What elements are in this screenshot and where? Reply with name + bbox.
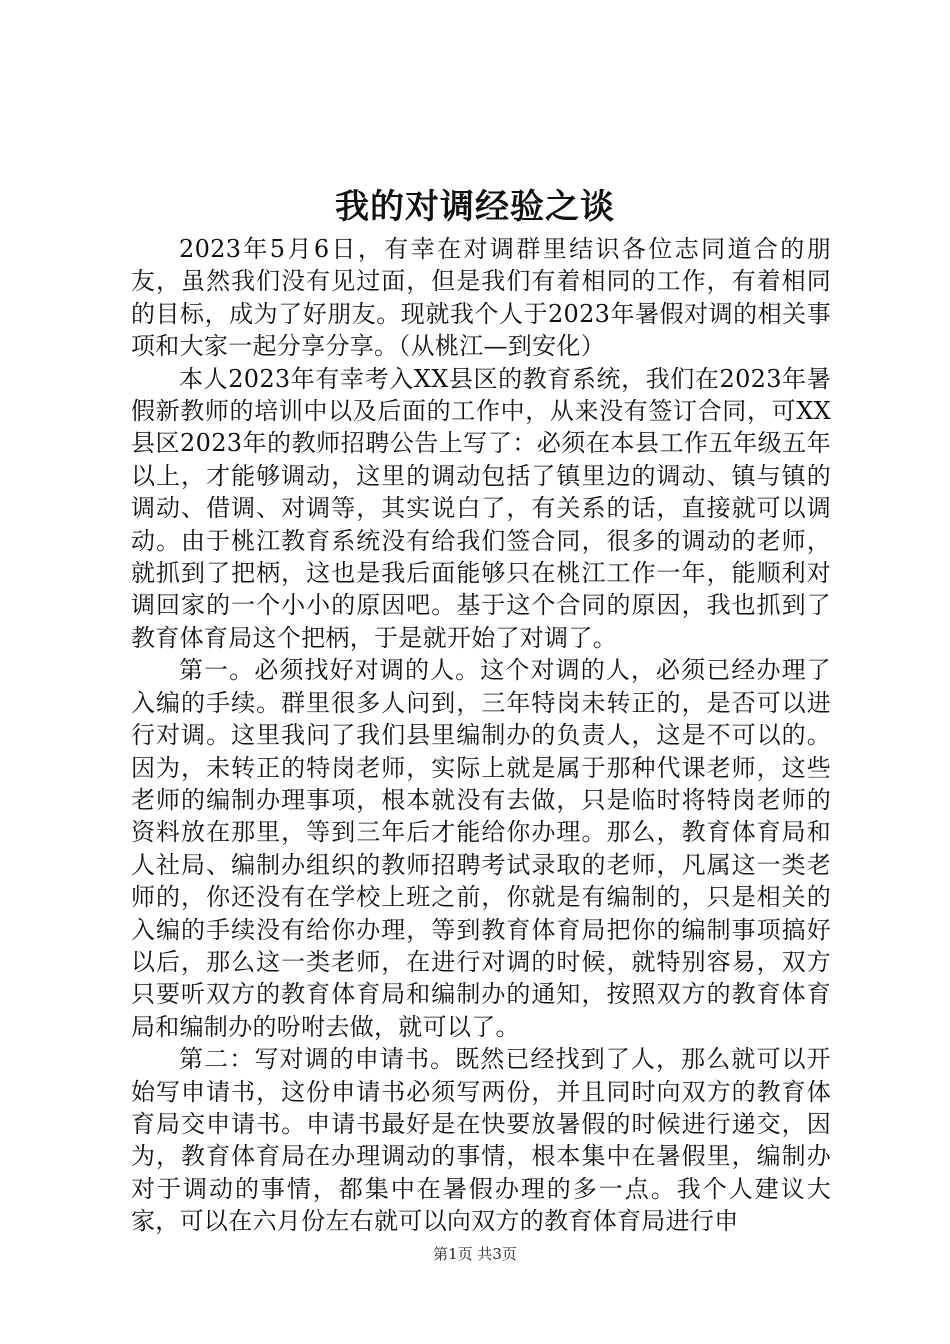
paragraph-background: 本人2023年有幸考入XX县区的教育系统，我们在2023年暑假新教师的培训中以及后面的工作中，从来没有签订合同，可XX县区2023年的教师招聘公告上写了：必须在本县工作五年级五年以上，才能够调动，这里的调动包括了镇里边的调动、镇与镇的调动、借调、对调等，其实说白了，有关系的话，直接就可以调动。由于桃江教育系统没有给我们签合同，很多的调动的老师，就抓到了把柄，这也是我后面能够只在桃江工作一年，能顺利对调回家的一个小小的原因吧。基于这个合同的原因，我也抓到了教育体育局这个把柄，于是就开始了对调了。 [131,364,831,652]
paragraph-intro: 2023年5月6日，有幸在对调群里结识各位志同道合的朋友，虽然我们没有见过面，但是我们有着相同的工作，有着相同的目标，成为了好朋友。现就我个人于2023年暑假对调的相关事项和大家一起分享分享。（从桃江—到安化） [131,235,831,361]
document-body [131,233,831,1238]
document-title: 我的对调经验之谈 [335,187,615,227]
paragraph-step-two: 第二：写对调的申请书。既然已经找到了人，那么就可以开始写申请书，这份申请书必须写两份，并且同时向双方的教育体育局交申请书。申请书最好是在快要放暑假的时候进行递交，因为，教育体育局在办理调动的事情，根本集中在暑假里，编制办对于调动的事情，都集中在暑假办理的多一点。我个人建议大家，可以在六月份左右就可以向双方的教育体育局进行申 [131,1045,831,1236]
paragraph-step-one: 第一。必须找好对调的人。这个对调的人，必须已经办理了入编的手续。群里很多人问到，三年特岗未转正的，是否可以进行对调。这里我问了我们县里编制办的负责人，这是不可以的。因为，未转正的特岗老师，实际上就是属于那种代课老师，这些老师的编制办理事项，根本就没有去做，只是临时将特岗老师的资料放在那里，等到三年后才能给你办理。那么，教育体育局和人社局、编制办组织的教师招聘考试录取的老师，凡属这一类老师的，你还没有在学校上班之前，你就是有编制的，只是相关的入编的手续没有给你办理，等到教育体育局把你的编制事项搞好以后，那么这一类老师，在进行对调的时候，就特别容易，双方只要听双方的教育体育局和编制办的通知，按照双方的教育体育局和编制办的吩咐去做，就可以了。 [131,656,831,1041]
page-footer: 第1页 共3页 [433,1245,517,1263]
